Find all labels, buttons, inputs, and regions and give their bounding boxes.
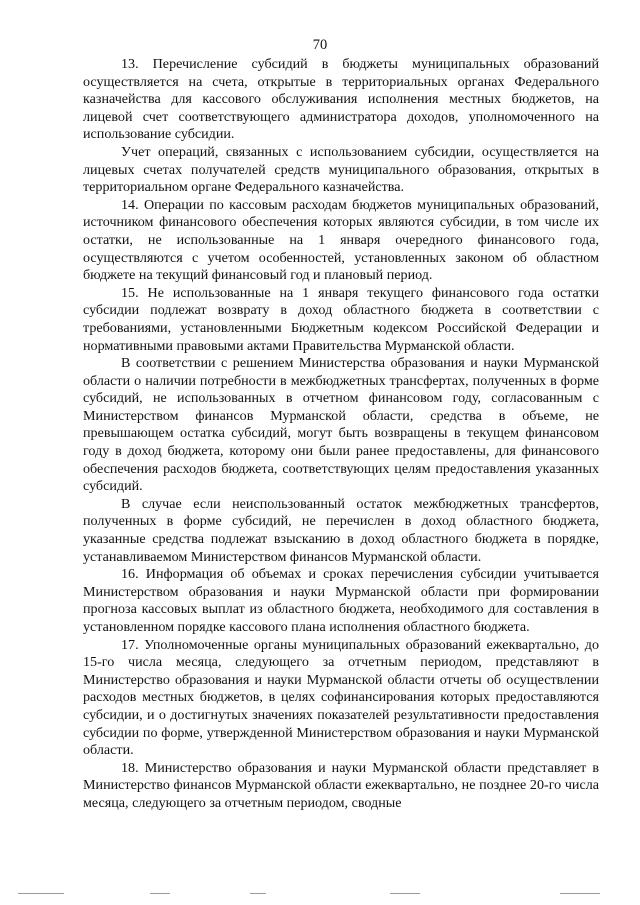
scan-artifact-line <box>18 893 64 894</box>
scan-artifact-line <box>150 893 170 894</box>
paragraph-17: 17. Уполномоченные органы муниципальных образований ежеквартально, до 15-го числа месяца, следующего за отчетным периодом, представляют в Министерство образования и науки Мурманской области отчеты об осуществлении расходов местных бюджетов, в целях софинансирования которых предоставляются субсидии, и о достигнутых значениях показателей результативности предоставления субсидии по форме, утвержденной Министерством образования и науки Мурманской области. <box>83 636 599 759</box>
paragraph-15: 15. Не использованные на 1 января текущего финансового года остатки субсидии подлежат возврату в доход областного бюджета в соответствии с требованиями, установленными Бюджетным кодексом Российской Федерации и нормативными правовыми актами Правительства Мурманской области. <box>83 284 599 354</box>
scan-artifact-line <box>250 893 266 894</box>
paragraph-recovery: В случае если неиспользованный остаток межбюджетных трансфертов, полученных в форме субсидий, не перечислен в доход областного бюджета, указанные средства подлежат взысканию в доход областного бюджета в порядке, устанавливаемом Министерством финансов Мурманской области. <box>83 495 599 565</box>
paragraph-18: 18. Министерство образования и науки Мурманской области представляет в Министерство финансов Мурманской области ежеквартально, не позднее 20-го числа месяца, следующего за отчетным периодом, сводные <box>83 759 599 811</box>
scan-artifact-line <box>390 893 420 894</box>
scan-artifact-line <box>560 893 600 894</box>
paragraph-return-decision: В соответствии с решением Министерства образования и науки Мурманской области о наличии потребности в межбюджетных трансфертах, полученных в форме субсидий, не использованных в отчетном финансовом году, согласованным с Министерством финансов Мурманской области, средства в объеме, не превышающем остатка субсидий, могут быть возвращены в текущем финансовом году в доход бюджета, которому они были ранее предоставлены, для финансового обеспечения расходов бюджета, соответствующих целям предоставления указанных субсидий. <box>83 355 599 495</box>
paragraph-14: 14. Операции по кассовым расходам бюджетов муниципальных образований, источником финансового обеспечения которых являются субсидии, в том числе их остатки, не использованные на 1 января очередного финансового года, осуществляются с учетом особенностей, установленных законом об областном бюджете на текущий финансовый год и плановый период. <box>83 196 599 284</box>
page-number: 70 <box>312 37 328 53</box>
document-body <box>83 56 599 813</box>
paragraph-16: 16. Информация об объемах и сроках перечисления субсидии учитывается Министерством образования и науки Мурманской области при формировании прогноза кассовых выплат из областного бюджета, необходимого для составления в установленном порядке кассового плана исполнения областного бюджета. <box>83 566 599 635</box>
paragraph-13: 13. Перечисление субсидий в бюджеты муниципальных образований осуществляется на счета, открытые в территориальных органах Федерального казначейства для кассового обслуживания исполнения местных бюджетов, на лицевой счет соответствующего администратора доходов, уполномоченного на использование субсидии. <box>83 56 599 143</box>
paragraph-accounting: Учет операций, связанных с использованием субсидии, осуществляется на лицевых счетах получателей средств муниципального образования, открытых в территориальном органе Федерального казначейства. <box>83 143 599 196</box>
